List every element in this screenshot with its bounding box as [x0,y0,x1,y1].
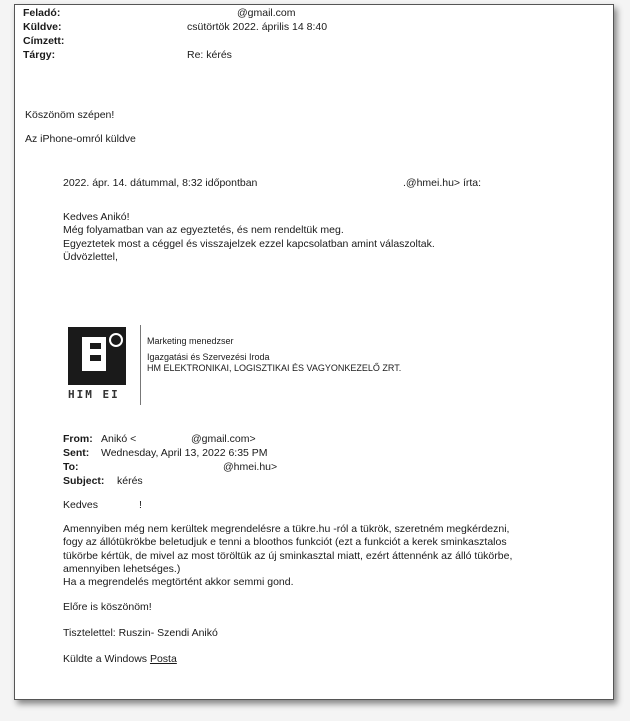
from-value: @gmail.com [237,7,296,19]
orig-subject-value: kérés [117,475,143,487]
signature-divider [140,325,141,405]
orig-closing: Előre is köszönöm! [63,601,152,613]
subject-label: Tárgy: [23,49,56,61]
sig-company: HM ELEKTRONIKAI, LOGISZTIKAI ÉS VAGYONKEZELŐ ZRT. [147,363,402,373]
subject-value: Re: kérés [187,49,232,61]
email-printout [14,4,614,700]
sig-role: Marketing menedzser [147,336,234,346]
to-label: Címzett: [23,35,65,47]
logo-text: HIM EI [68,388,120,401]
orig-regards: Tisztelettel: Ruszin- Szendi Anikó [63,627,218,639]
orig-sent-with: Küldte a Windows Posta [63,653,177,665]
orig-sent-value: Wednesday, April 13, 2022 6:35 PM [101,447,268,459]
orig-body: Amennyiben még nem kerültek megrendelésre a tükre.hu -ról a tükrök, szeretném megkérdezni, fogy az állótükrökbe beletudjuk e tenni a bloothos funkciót (ezt a funkciót a kerek sminkasztalos tükörbe kértük, de mivel az most töröltük az új sminkasztal miatt, ezért áttennénk az álló tükörbe, amennyiben lehetséges.) Ha a megrendelés megtörtént akkor semmi gond. [63,523,513,589]
orig-from-email: @gmail.com> [191,433,256,445]
reply-thanks: Köszönöm szépen! [25,109,115,121]
orig-subject-label: Subject: [63,475,105,487]
orig-from-value: Anikó < [101,433,137,445]
sent-label: Küldve: [23,21,62,33]
sig-department: Igazgatási és Szervezési Iroda [147,352,270,362]
quoted-intro-date: 2022. ápr. 14. dátummal, 8:32 időpontban [63,177,258,189]
orig-to-label: To: [63,461,79,473]
orig-greeting-end: ! [139,499,142,511]
sent-value: csütörtök 2022. április 14 8:40 [187,21,328,33]
orig-greeting: Kedves [63,499,99,511]
orig-to-value: @hmei.hu> [223,461,278,473]
quoted-body: Kedves Anikó! Még folyamatban van az egyeztetés, és nem rendeltük meg. Egyeztetek most a céggel és visszajelzek ezzel kapcsolatban amint válaszoltak. Üdvözlettel, [63,211,435,263]
orig-sent-label: Sent: [63,447,90,459]
from-label: Feladó: [23,7,61,19]
posta-link[interactable]: Posta [149,653,177,665]
company-logo [68,327,126,385]
quoted-intro-email: .@hmei.hu> írta: [403,177,482,189]
orig-from-label: From: [63,433,93,445]
reply-signature: Az iPhone-omról küldve [25,133,136,145]
